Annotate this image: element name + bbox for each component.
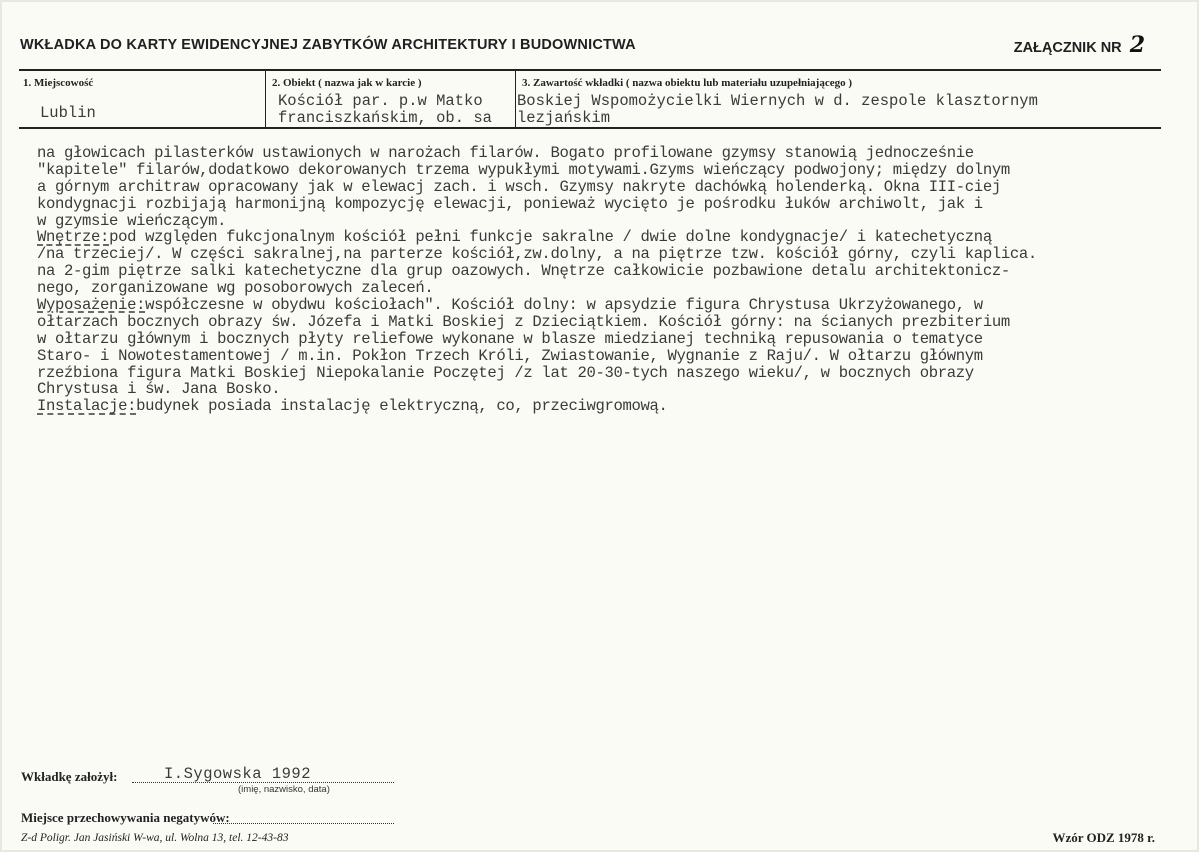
- interior-line: [37, 229, 1177, 246]
- object-line-1: Kościół par. p.w Matko: [278, 92, 483, 110]
- object-line-2: franciszkańskim, ob. sa: [278, 109, 492, 127]
- description-body: [37, 145, 1177, 415]
- body-line: a górnym architraw opracowany jak w elewacj zach. i wsch. Gzymsy nakryte dachówką holenderką. Okna III-ciej: [37, 177, 1001, 196]
- header-bottom-rule: [19, 127, 1161, 129]
- annex-label: [1014, 32, 1145, 58]
- installations-text: budynek posiada instalację elektryczną, co, przeciwgromową.: [136, 397, 668, 416]
- equipment-line: [37, 297, 1177, 314]
- annex-label-text: ZAŁĄCZNIK NR: [1013, 40, 1122, 56]
- founded-value: I.Sygowska 1992: [164, 765, 312, 783]
- content-label: 3. Zawartość wkładki ( nazwa obiektu lub materiału uzupełniającego ): [522, 77, 853, 89]
- form-id: Wzór ODZ 1978 r.: [1052, 830, 1155, 845]
- annex-number: 2: [1129, 32, 1145, 58]
- founded-label: Wkładkę założył:: [21, 769, 118, 784]
- header-top-rule: [19, 69, 1161, 71]
- equipment-text: współczesne w obydwu kościołach". Kościół dolny: w apsydzie figura Chrystusa Ukrzyżowanego, w: [145, 296, 983, 315]
- field-divider-1: [265, 71, 266, 127]
- equipment-line: w ołtarzu głównym i bocznych płyty reliefowe wykonane w blasze miedzianej techniką repusowania o tematyce: [37, 329, 983, 348]
- object-label: 2. Obiekt ( nazwa jak w karcie ): [272, 77, 422, 89]
- interior-line: nego, zorganizowane wg posoborowych zaleceń.: [37, 279, 434, 298]
- content-line-2: lezjańskim: [517, 109, 611, 127]
- printer-imprint: Z-d Poligr. Jan Jasiński W-wa, ul. Wolna 13, tel. 12-43-83: [21, 832, 289, 844]
- equipment-line: ołtarzach bocznych obrazy św. Józefa i Matki Boskiej z Dzieciątkiem. Kościół górny: na ścianych prezbiterium: [37, 312, 1010, 331]
- equipment-line: Staro- i Nowotestamentowej / m.in. Pokłon Trzech Króli, Zwiastowanie, Wygnanie z Raju/. W ołtarzu głównym: [37, 346, 983, 365]
- locality-label: 1. Miejscowość: [23, 77, 94, 89]
- equipment-line: rzeźbiona figura Matki Boskiej Niepokalanie Poczętej /z lat 20-30-tych naszego wieku/, w bocznych obrazy: [37, 363, 974, 382]
- interior-line: na 2-gim piętrze salki katechetyczne dla grup oazowych. Wnętrze całkowicie pozbawione detalu architektonicz-: [37, 262, 1010, 281]
- interior-line: /na trzeciej/. W części sakralnej,na parterze kościół,zw.dolny, a na piętrze tzw. kościół górny, czyli kaplica.: [37, 245, 1037, 264]
- equipment-line: Chrystusa i św. Jana Bosko.: [37, 380, 281, 399]
- installations-heading: Instalacje:: [37, 397, 137, 416]
- interior-heading: Wnętrze:: [37, 228, 110, 247]
- body-line: "kapitele" filarów,dodatkowo dekorowanych trzema wypukłymi motywami.Gzyms wieńczący podwojony; między dolnym: [37, 160, 1010, 179]
- negatives-dotted-line: [213, 811, 394, 824]
- body-line: na głowicach pilasterków ustawionych w narożach filarów. Bogato profilowane gzymsy stanowią jednocześnie: [37, 144, 974, 162]
- field-divider-2: [515, 71, 516, 127]
- content-line-1: Boskiej Wspomożycielki Wiernych w d. zespole klasztornym: [517, 92, 1038, 110]
- form-title: WKŁADKA DO KARTY EWIDENCYJNEJ ZABYTKÓW ARCHITEKTURY I BUDOWNICTWA: [20, 37, 636, 53]
- founded-hint: (imię, nazwisko, data): [238, 784, 330, 795]
- locality-value: Lublin: [40, 104, 96, 122]
- installations-line: [37, 398, 1177, 415]
- interior-text: pod względen fukcjonalnym kościół pełni funkcje sakralne / dwie dolne kondygnacje/ i katechetyczną: [109, 228, 992, 247]
- body-line: w gzymsie wieńczącym.: [37, 211, 227, 230]
- body-line: kondygnacji rozbijają harmonijną kompozycję elewacji, ponieważ wycięto je pośrodku łuków archiwolt, jak i: [37, 194, 983, 213]
- equipment-heading: Wyposażenie:: [37, 296, 146, 315]
- negatives-label: Miejsce przechowywania negatywów:: [21, 810, 230, 825]
